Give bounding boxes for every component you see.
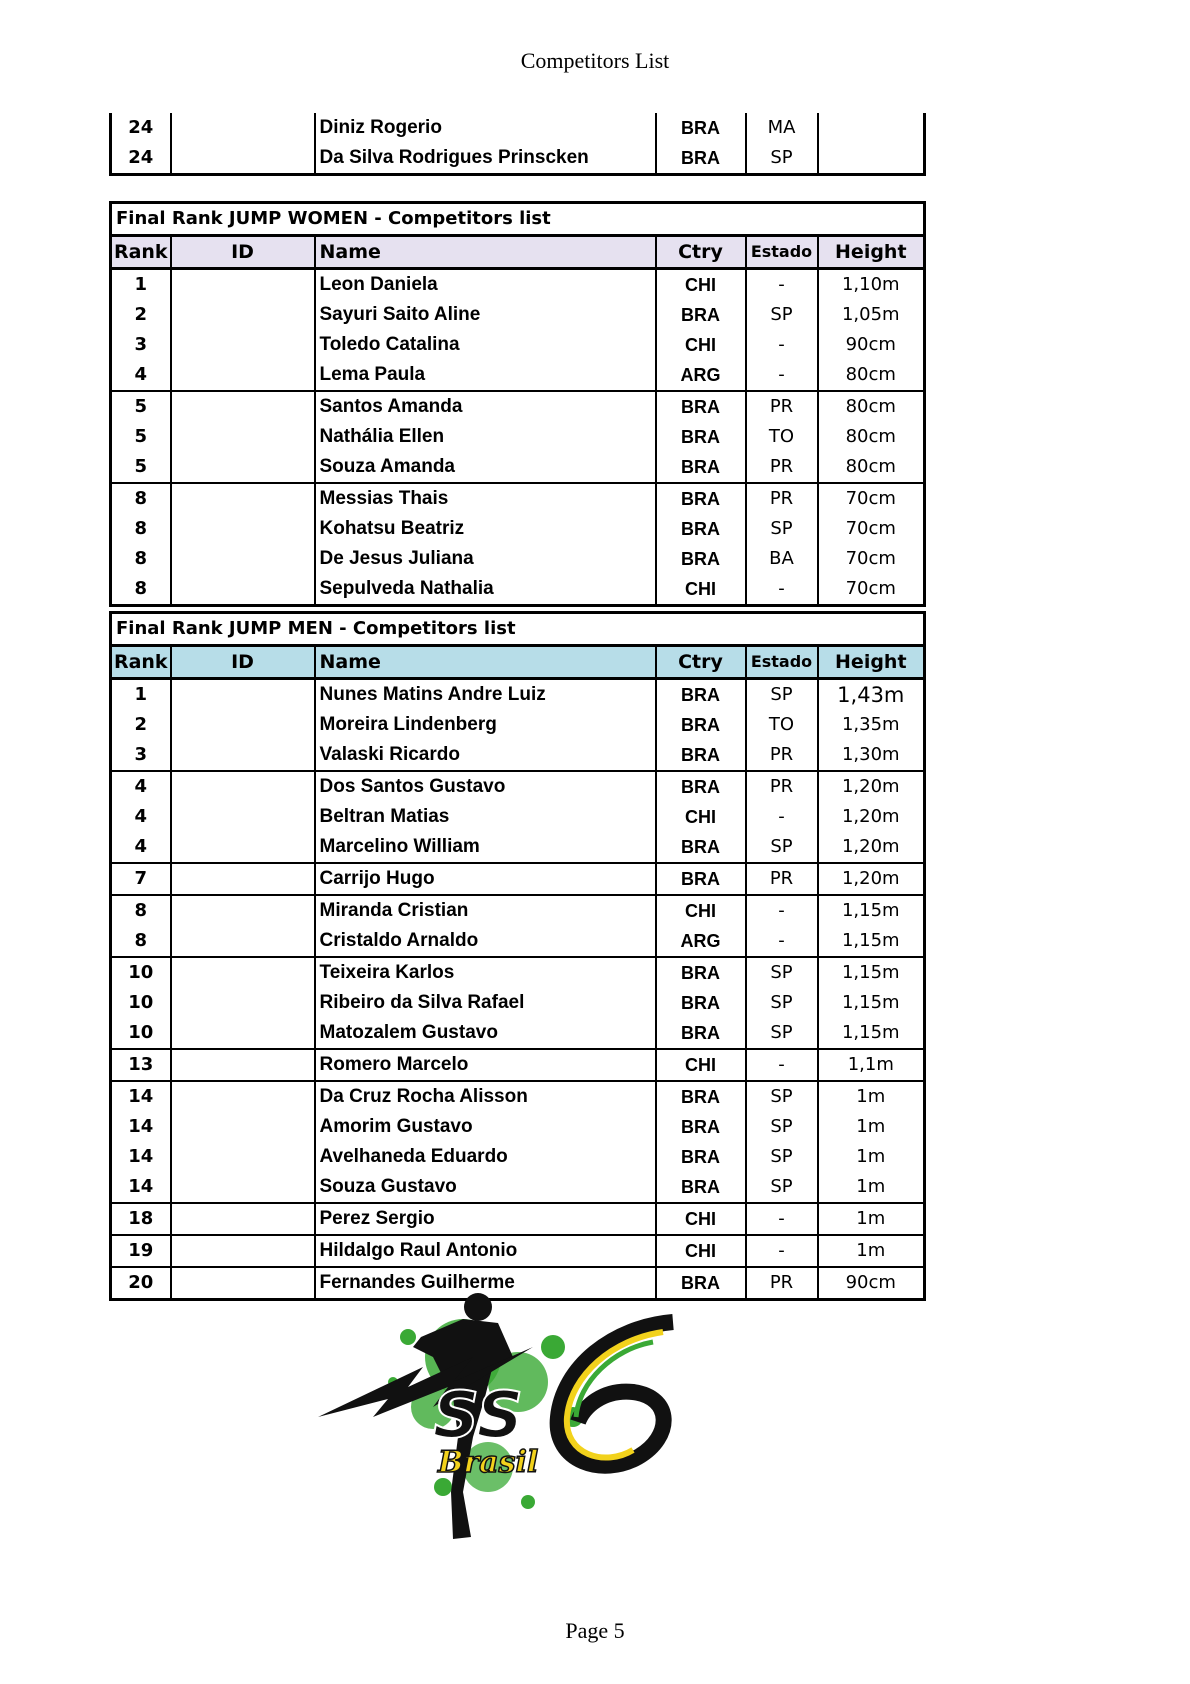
id-cell	[171, 113, 315, 143]
estado-cell: SP	[746, 1112, 818, 1142]
height-cell: 80cm	[818, 452, 925, 483]
height-cell: 1,1m	[818, 1049, 925, 1081]
name-cell: Leon Daniela	[315, 269, 656, 301]
height-cell: 1m	[818, 1235, 925, 1267]
table-row	[111, 1203, 925, 1235]
name-cell: Santos Amanda	[315, 391, 656, 422]
name-cell: Da Cruz Rocha Alisson	[315, 1081, 656, 1112]
estado-cell: SP	[746, 143, 818, 175]
page-title: Competitors List	[520, 48, 670, 73]
table-row	[111, 1235, 925, 1267]
rank-cell: 7	[111, 863, 171, 895]
rank-cell: 10	[111, 988, 171, 1018]
name-cell: Valaski Ricardo	[315, 740, 656, 771]
women-table-title: Final Rank JUMP WOMEN - Competitors list	[111, 203, 925, 236]
country-cell: BRA	[656, 988, 746, 1018]
table-row	[111, 391, 925, 422]
name-cell: Lema Paula	[315, 360, 656, 391]
id-cell	[171, 1235, 315, 1267]
column-header-estado: Estado	[746, 236, 818, 269]
height-cell: 1,30m	[818, 740, 925, 771]
estado-cell: PR	[746, 391, 818, 422]
table-row	[111, 452, 925, 483]
rank-cell: 24	[111, 113, 171, 143]
height-cell: 80cm	[818, 422, 925, 452]
rank-cell: 8	[111, 895, 171, 926]
country-cell: BRA	[656, 1018, 746, 1049]
country-cell: ARG	[656, 926, 746, 957]
estado-cell: -	[746, 895, 818, 926]
digit-six-graphic	[558, 1322, 673, 1466]
table-row	[111, 514, 925, 544]
estado-cell: SP	[746, 988, 818, 1018]
height-cell: 1,15m	[818, 926, 925, 957]
table-row	[111, 710, 925, 740]
country-cell: CHI	[656, 1203, 746, 1235]
height-cell: 80cm	[818, 360, 925, 391]
men-table-body	[111, 679, 925, 1300]
table-row	[111, 1112, 925, 1142]
country-cell: CHI	[656, 574, 746, 606]
column-header-height: Height	[818, 646, 925, 679]
estado-cell: SP	[746, 300, 818, 330]
table-row	[111, 957, 925, 988]
country-cell: CHI	[656, 269, 746, 301]
country-cell: BRA	[656, 1267, 746, 1300]
id-cell	[171, 300, 315, 330]
table-row	[111, 483, 925, 514]
estado-cell: PR	[746, 452, 818, 483]
rank-cell: 14	[111, 1142, 171, 1172]
rank-cell: 8	[111, 483, 171, 514]
estado-cell: SP	[746, 679, 818, 711]
rank-cell: 14	[111, 1081, 171, 1112]
table-row	[111, 740, 925, 771]
height-cell: 80cm	[818, 391, 925, 422]
rank-cell: 4	[111, 360, 171, 391]
name-cell: Nathália Ellen	[315, 422, 656, 452]
country-cell: BRA	[656, 483, 746, 514]
country-cell: BRA	[656, 1112, 746, 1142]
height-cell: 1,20m	[818, 771, 925, 802]
country-cell: BRA	[656, 771, 746, 802]
column-header-estado: Estado	[746, 646, 818, 679]
rank-cell: 18	[111, 1203, 171, 1235]
id-cell	[171, 422, 315, 452]
table-row	[111, 1142, 925, 1172]
estado-cell: -	[746, 269, 818, 301]
estado-cell: MA	[746, 113, 818, 143]
table-row	[111, 143, 925, 175]
height-cell: 1,35m	[818, 710, 925, 740]
estado-cell: SP	[746, 514, 818, 544]
estado-cell: PR	[746, 483, 818, 514]
column-header-rank: Rank	[111, 646, 171, 679]
height-cell: 1,20m	[818, 863, 925, 895]
name-cell: Carrijo Hugo	[315, 863, 656, 895]
estado-cell: SP	[746, 1018, 818, 1049]
rank-cell: 8	[111, 544, 171, 574]
id-cell	[171, 330, 315, 360]
country-cell: ARG	[656, 360, 746, 391]
rank-cell: 5	[111, 452, 171, 483]
country-cell: BRA	[656, 740, 746, 771]
name-cell: Dos Santos Gustavo	[315, 771, 656, 802]
rank-cell: 5	[111, 391, 171, 422]
height-cell: 1m	[818, 1081, 925, 1112]
name-cell: Ribeiro da Silva Rafael	[315, 988, 656, 1018]
estado-cell: SP	[746, 957, 818, 988]
estado-cell: -	[746, 1235, 818, 1267]
table-row	[111, 1049, 925, 1081]
height-cell: 1,20m	[818, 802, 925, 832]
table-row	[111, 802, 925, 832]
rank-cell: 14	[111, 1172, 171, 1203]
height-cell: 90cm	[818, 330, 925, 360]
estado-cell: -	[746, 1203, 818, 1235]
name-cell: Souza Gustavo	[315, 1172, 656, 1203]
name-cell: Cristaldo Arnaldo	[315, 926, 656, 957]
column-header-ctry: Ctry	[656, 646, 746, 679]
name-cell: Kohatsu Beatriz	[315, 514, 656, 544]
id-cell	[171, 957, 315, 988]
estado-cell: SP	[746, 1081, 818, 1112]
rank-cell: 2	[111, 710, 171, 740]
table-row	[111, 895, 925, 926]
estado-cell: -	[746, 574, 818, 606]
estado-cell: PR	[746, 863, 818, 895]
name-cell: Fernandes Guilherme	[315, 1267, 656, 1300]
table-row	[111, 832, 925, 863]
table-row	[111, 1081, 925, 1112]
name-cell: Sayuri Saito Aline	[315, 300, 656, 330]
name-cell: Avelhaneda Eduardo	[315, 1142, 656, 1172]
id-cell	[171, 740, 315, 771]
table-row	[111, 926, 925, 957]
id-cell	[171, 802, 315, 832]
country-cell: CHI	[656, 1235, 746, 1267]
name-cell: Perez Sergio	[315, 1203, 656, 1235]
id-cell	[171, 574, 315, 606]
continued-table	[109, 113, 926, 176]
column-header-name: Name	[315, 236, 656, 269]
id-cell	[171, 269, 315, 301]
table-row	[111, 269, 925, 301]
rank-cell: 1	[111, 269, 171, 301]
column-header-rank: Rank	[111, 236, 171, 269]
rank-cell: 3	[111, 330, 171, 360]
id-cell	[171, 771, 315, 802]
rank-cell: 10	[111, 957, 171, 988]
id-cell	[171, 895, 315, 926]
estado-cell: -	[746, 1049, 818, 1081]
estado-cell: TO	[746, 422, 818, 452]
height-cell	[818, 113, 925, 143]
table-row	[111, 1018, 925, 1049]
name-cell: Teixeira Karlos	[315, 957, 656, 988]
country-cell: BRA	[656, 957, 746, 988]
id-cell	[171, 391, 315, 422]
country-cell: BRA	[656, 1172, 746, 1203]
rank-cell: 8	[111, 926, 171, 957]
estado-cell: PR	[746, 740, 818, 771]
name-cell: Beltran Matias	[315, 802, 656, 832]
id-cell	[171, 1142, 315, 1172]
id-cell	[171, 514, 315, 544]
height-cell: 1,15m	[818, 988, 925, 1018]
country-cell: CHI	[656, 330, 746, 360]
table-row	[111, 113, 925, 143]
estado-cell: -	[746, 926, 818, 957]
table-row	[111, 300, 925, 330]
name-cell: Nunes Matins Andre Luiz	[315, 679, 656, 711]
rank-cell: 24	[111, 143, 171, 175]
country-cell: CHI	[656, 802, 746, 832]
country-cell: BRA	[656, 863, 746, 895]
name-cell: Romero Marcelo	[315, 1049, 656, 1081]
height-cell: 1,15m	[818, 895, 925, 926]
name-cell: Miranda Cristian	[315, 895, 656, 926]
country-cell: BRA	[656, 679, 746, 711]
men-table	[109, 611, 926, 1301]
height-cell: 1,43m	[818, 679, 925, 711]
table-row	[111, 330, 925, 360]
id-cell	[171, 988, 315, 1018]
country-cell: BRA	[656, 452, 746, 483]
column-header-name: Name	[315, 646, 656, 679]
table-row	[111, 422, 925, 452]
men-table-title: Final Rank JUMP MEN - Competitors list	[111, 613, 925, 646]
height-cell: 1m	[818, 1142, 925, 1172]
rank-cell: 2	[111, 300, 171, 330]
rank-cell: 5	[111, 422, 171, 452]
name-cell: Hildalgo Raul Antonio	[315, 1235, 656, 1267]
women-table	[109, 201, 926, 607]
estado-cell: SP	[746, 1172, 818, 1203]
name-cell: Da Silva Rodrigues Prinscken	[315, 143, 656, 175]
country-cell: BRA	[656, 832, 746, 863]
country-cell: CHI	[656, 895, 746, 926]
rank-cell: 10	[111, 1018, 171, 1049]
page-number: Page 5	[565, 1618, 625, 1643]
estado-cell: SP	[746, 1142, 818, 1172]
id-cell	[171, 1018, 315, 1049]
table-row	[111, 544, 925, 574]
country-cell: BRA	[656, 391, 746, 422]
rank-cell: 19	[111, 1235, 171, 1267]
id-cell	[171, 483, 315, 514]
id-cell	[171, 710, 315, 740]
id-cell	[171, 360, 315, 391]
name-cell: Marcelino William	[315, 832, 656, 863]
table-row	[111, 574, 925, 606]
column-header-height: Height	[818, 236, 925, 269]
id-cell	[171, 1049, 315, 1081]
table-row	[111, 988, 925, 1018]
country-cell: BRA	[656, 113, 746, 143]
table-row	[111, 1172, 925, 1203]
name-cell: Sepulveda Nathalia	[315, 574, 656, 606]
rank-cell: 14	[111, 1112, 171, 1142]
id-cell	[171, 544, 315, 574]
id-cell	[171, 1172, 315, 1203]
height-cell: 70cm	[818, 514, 925, 544]
estado-cell: -	[746, 360, 818, 391]
height-cell: 70cm	[818, 483, 925, 514]
country-cell: BRA	[656, 422, 746, 452]
estado-cell: SP	[746, 832, 818, 863]
name-cell: Messias Thais	[315, 483, 656, 514]
id-cell	[171, 926, 315, 957]
country-cell: BRA	[656, 514, 746, 544]
rank-cell: 3	[111, 740, 171, 771]
id-cell	[171, 143, 315, 175]
id-cell	[171, 1267, 315, 1300]
id-cell	[171, 1081, 315, 1112]
name-cell: Moreira Lindenberg	[315, 710, 656, 740]
estado-cell: TO	[746, 710, 818, 740]
table-row	[111, 771, 925, 802]
rank-cell: 4	[111, 832, 171, 863]
logo-brasil-text: Brasil	[438, 1445, 539, 1480]
estado-cell: -	[746, 802, 818, 832]
country-cell: BRA	[656, 1081, 746, 1112]
country-cell: BRA	[656, 143, 746, 175]
name-cell: Toledo Catalina	[315, 330, 656, 360]
height-cell: 1m	[818, 1172, 925, 1203]
height-cell: 1,15m	[818, 1018, 925, 1049]
country-cell: BRA	[656, 544, 746, 574]
ss6-brasil-logo	[313, 1287, 703, 1547]
rank-cell: 13	[111, 1049, 171, 1081]
height-cell: 70cm	[818, 574, 925, 606]
id-cell	[171, 832, 315, 863]
country-cell: BRA	[656, 300, 746, 330]
estado-cell: PR	[746, 771, 818, 802]
id-cell	[171, 1203, 315, 1235]
women-table-body	[111, 269, 925, 606]
name-cell: De Jesus Juliana	[315, 544, 656, 574]
estado-cell: -	[746, 330, 818, 360]
column-header-id: ID	[171, 236, 315, 269]
name-cell: Amorim Gustavo	[315, 1112, 656, 1142]
country-cell: BRA	[656, 710, 746, 740]
logo-ss-text: SS	[433, 1379, 523, 1453]
height-cell: 1,10m	[818, 269, 925, 301]
height-cell: 70cm	[818, 544, 925, 574]
table-row	[111, 360, 925, 391]
name-cell: Matozalem Gustavo	[315, 1018, 656, 1049]
country-cell: BRA	[656, 1142, 746, 1172]
name-cell: Souza Amanda	[315, 452, 656, 483]
name-cell: Diniz Rogerio	[315, 113, 656, 143]
height-cell: 90cm	[818, 1267, 925, 1300]
table-row	[111, 863, 925, 895]
country-cell: CHI	[656, 1049, 746, 1081]
height-cell: 1m	[818, 1203, 925, 1235]
column-header-ctry: Ctry	[656, 236, 746, 269]
height-cell: 1,15m	[818, 957, 925, 988]
id-cell	[171, 863, 315, 895]
height-cell	[818, 143, 925, 175]
estado-cell: PR	[746, 1267, 818, 1300]
id-cell	[171, 452, 315, 483]
id-cell	[171, 679, 315, 711]
rank-cell: 4	[111, 771, 171, 802]
rank-cell: 4	[111, 802, 171, 832]
table-row	[111, 679, 925, 711]
rank-cell: 8	[111, 574, 171, 606]
rank-cell: 1	[111, 679, 171, 711]
height-cell: 1,20m	[818, 832, 925, 863]
rank-cell: 8	[111, 514, 171, 544]
height-cell: 1,05m	[818, 300, 925, 330]
column-header-id: ID	[171, 646, 315, 679]
id-cell	[171, 1112, 315, 1142]
height-cell: 1m	[818, 1112, 925, 1142]
rank-cell: 20	[111, 1267, 171, 1300]
estado-cell: BA	[746, 544, 818, 574]
